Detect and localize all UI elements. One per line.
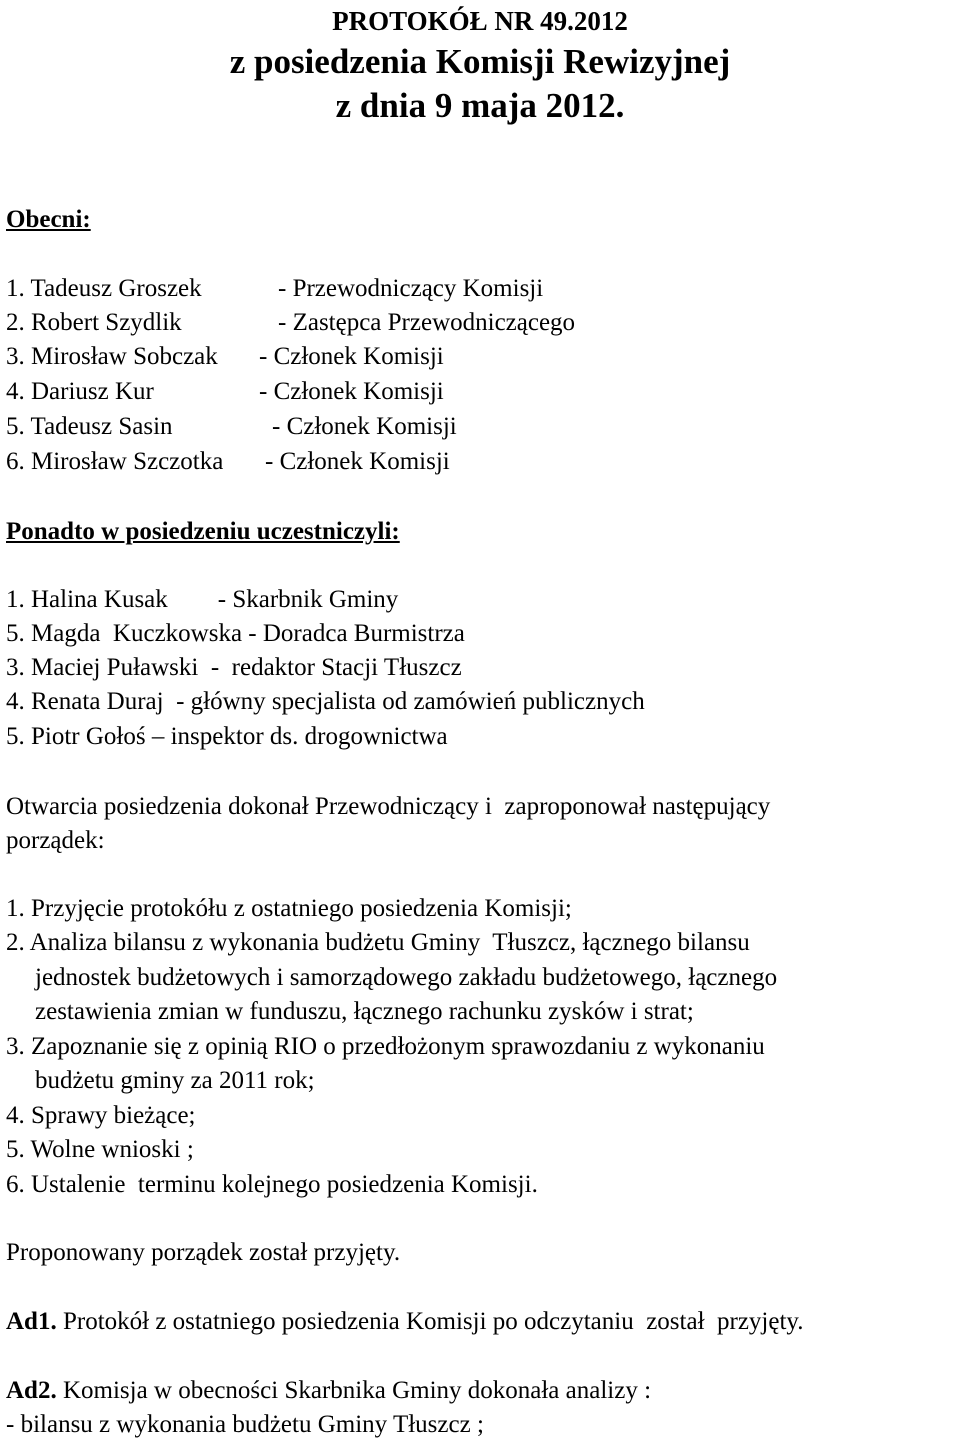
member-row <box>6 342 444 372</box>
agenda-item-1: 1. Przyjęcie protokółu z ostatniego posiedzenia Komisji; <box>6 895 572 922</box>
opening-text-cont: porządek: <box>6 827 105 854</box>
ad2-label: Ad2. <box>6 1377 57 1404</box>
participant-item: 4. Renata Duraj - główny specjalista od zamówień publicznych <box>6 688 645 715</box>
member-name: 1. Tadeusz Groszek <box>6 275 202 302</box>
member-row <box>6 274 543 304</box>
member-role: - Członek Komisji <box>272 413 457 440</box>
participant-item: 1. Halina Kusak - Skarbnik Gminy <box>6 586 399 613</box>
member-row <box>6 308 575 338</box>
participants-heading: Ponadto w posiedzeniu uczestniczyli: <box>6 518 400 545</box>
participant-item: 5. Magda Kuczkowska - Doradca Burmistrza <box>6 620 465 647</box>
agenda-item-3: 3. Zapoznanie się z opinią RIO o przedłożonym sprawozdaniu z wykonaniu <box>6 1033 765 1060</box>
protocol-subject: z posiedzenia Komisji Rewizyjnej <box>229 42 731 81</box>
member-role: - Przewodniczący Komisji <box>278 275 544 302</box>
member-name: 2. Robert Szydlik <box>6 309 182 336</box>
protocol-number: PROTOKÓŁ NR 49.2012 <box>332 6 628 36</box>
member-row <box>6 447 450 477</box>
agenda-item-5: 5. Wolne wnioski ; <box>6 1136 194 1163</box>
member-name: 3. Mirosław Sobczak <box>6 343 218 370</box>
member-name: 6. Mirosław Szczotka <box>6 448 224 475</box>
ad2-paragraph <box>6 1376 651 1406</box>
member-name: 4. Dariusz Kur <box>6 378 154 405</box>
agenda-item-2: 2. Analiza bilansu z wykonania budżetu Gminy Tłuszcz, łącznego bilansu <box>6 929 750 956</box>
participant-item: 3. Maciej Puławski - redaktor Stacji Tłuszcz <box>6 654 462 681</box>
agenda-item-4: 4. Sprawy bieżące; <box>6 1102 196 1129</box>
ad2-list-item: - bilansu z wykonania budżetu Gminy Tłuszcz ; <box>6 1411 484 1438</box>
agenda-item-6: 6. Ustalenie terminu kolejnego posiedzenia Komisji. <box>6 1171 538 1198</box>
member-role: - Członek Komisji <box>259 343 444 370</box>
member-name: 5. Tadeusz Sasin <box>6 413 173 440</box>
member-row <box>6 377 444 407</box>
agenda-item-3-cont: budżetu gminy za 2011 rok; <box>35 1067 315 1094</box>
participant-item: 5. Piotr Gołoś – inspektor ds. drogownictwa <box>6 723 448 750</box>
ad2-text: Komisja w obecności Skarbnika Gminy dokonała analizy : <box>56 1377 652 1404</box>
agenda-item-2-cont: jednostek budżetowych i samorządowego zakładu budżetowego, łącznego <box>35 964 778 991</box>
ad1-label: Ad1. <box>6 1308 57 1335</box>
member-role: - Członek Komisji <box>265 448 450 475</box>
member-role: - Członek Komisji <box>259 378 444 405</box>
ad1-text: Protokół z ostatniego posiedzenia Komisji po odczytaniu został przyjęty. <box>56 1308 804 1335</box>
member-row <box>6 412 457 442</box>
agenda-accepted: Proponowany porządek został przyjęty. <box>6 1239 401 1266</box>
agenda-item-2-cont: zestawienia zmian w funduszu, łącznego rachunku zysków i strat; <box>35 998 694 1025</box>
member-role: - Zastępca Przewodniczącego <box>278 309 576 336</box>
present-heading: Obecni: <box>6 206 91 233</box>
ad1-paragraph <box>6 1307 804 1337</box>
opening-text: Otwarcia posiedzenia dokonał Przewodniczący i zaproponował następujący <box>6 793 771 820</box>
protocol-date: z dnia 9 maja 2012. <box>335 86 625 125</box>
